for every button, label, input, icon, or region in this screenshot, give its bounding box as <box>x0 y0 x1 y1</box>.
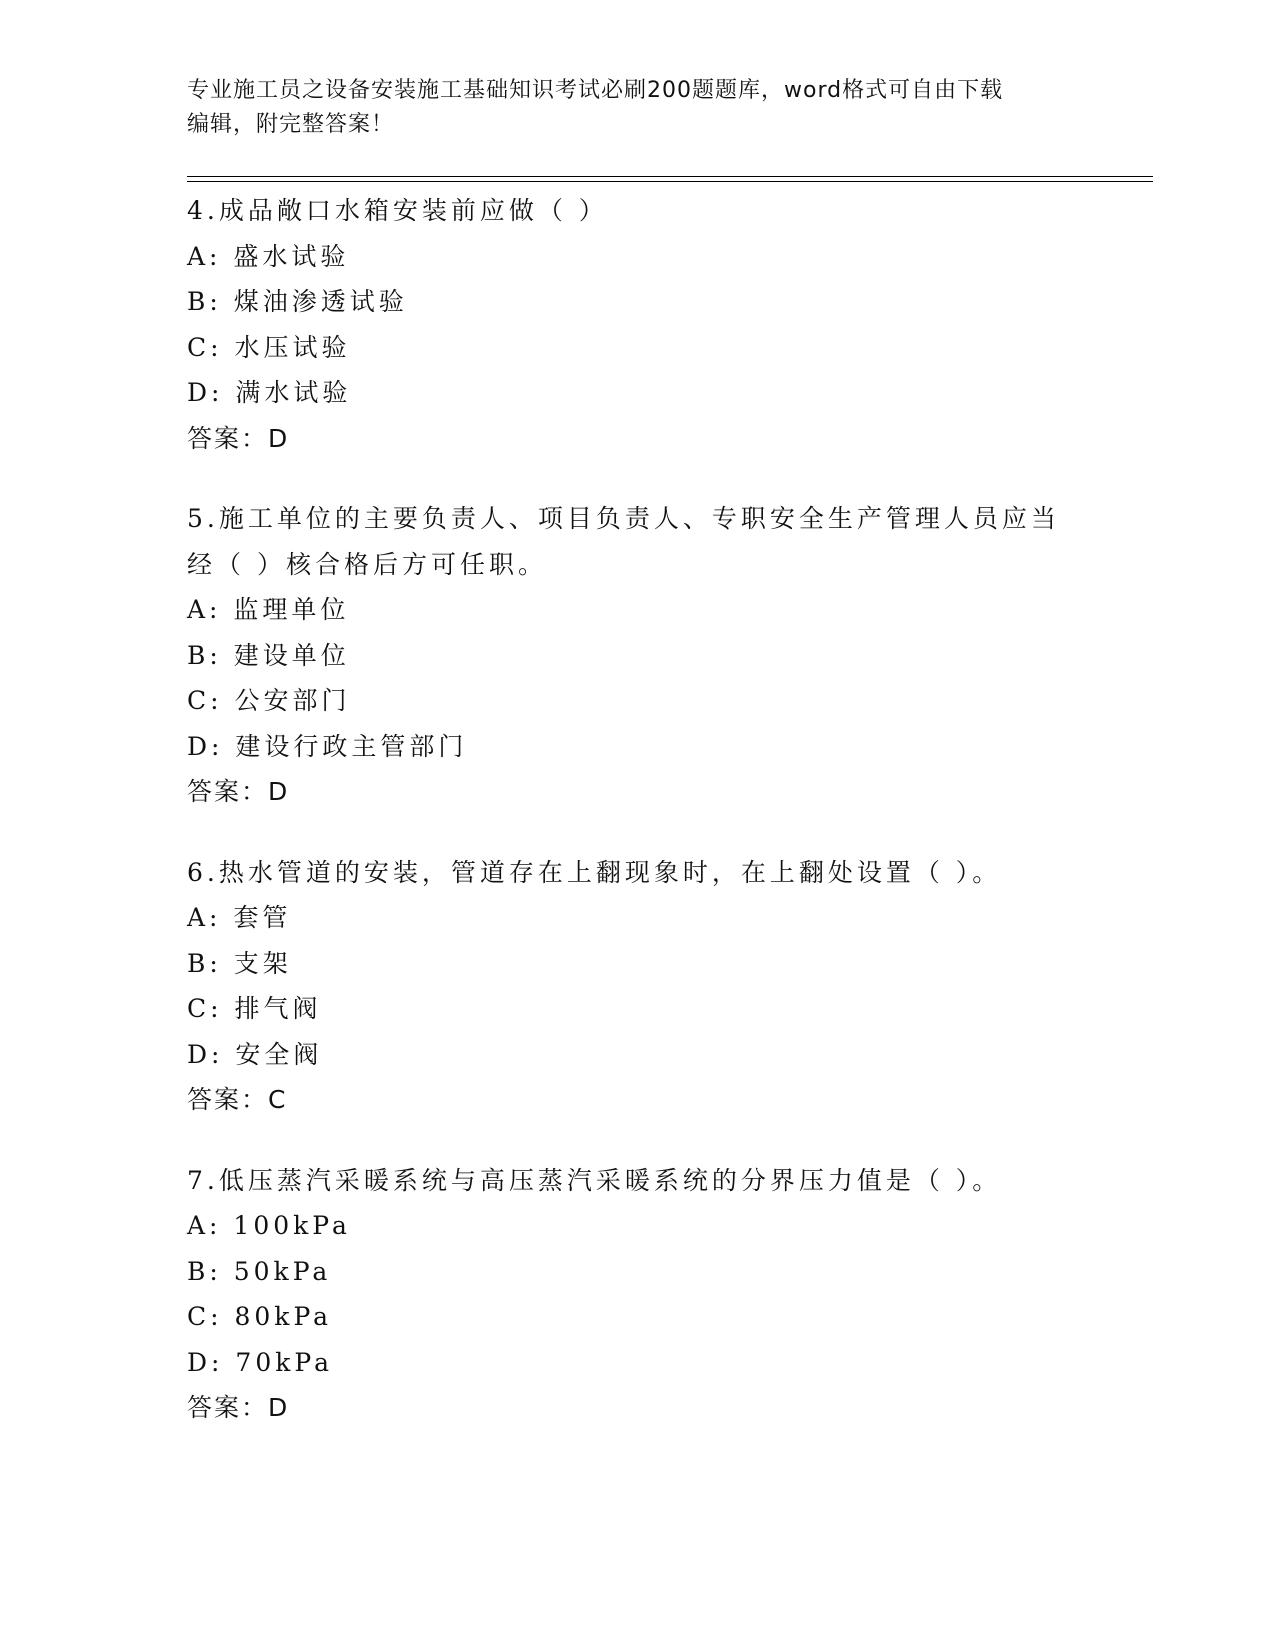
answer-label: 答案：D <box>187 423 290 453</box>
question-text-continued: 经（ ）核合格后方可任职。 <box>187 549 547 579</box>
question-text: 7.低压蒸汽采暖系统与高压蒸汽采暖系统的分界压力值是（ ）。 <box>187 1165 1002 1195</box>
question-text: 4.成品敞口水箱安装前应做（ ） <box>187 196 608 225</box>
option-b: B: 煤油渗透试验 <box>187 287 408 316</box>
answer-label: 答案：D <box>187 777 290 806</box>
question-text: 5.施工单位的主要负责人、项目负责人、专职安全生产管理人员应当 <box>187 504 1060 533</box>
question-text: 6.热水管道的安装，管道存在上翻现象时，在上翻处设置（ ）。 <box>187 857 1002 887</box>
option-c: C: 排气阀 <box>187 994 322 1023</box>
answer-label: 答案：D <box>187 1393 290 1422</box>
option-b: B: 支架 <box>187 948 292 978</box>
question-item <box>187 496 1147 815</box>
option-a: A: 套管 <box>187 903 292 932</box>
option-d: D: 满水试验 <box>187 378 352 407</box>
document-header <box>187 74 1087 142</box>
option-c: C: 公安部门 <box>187 686 351 715</box>
option-c: C: 水压试验 <box>187 332 351 362</box>
option-d: D: 70kPa <box>187 1347 333 1377</box>
header-divider-bottom <box>187 181 1153 182</box>
option-d: D: 安全阀 <box>187 1039 323 1069</box>
option-c: C: 80kPa <box>187 1302 333 1331</box>
header-line-1: 专业施工员之设备安装施工基础知识考试必刷200题题库，word格式可自由下载 <box>187 78 1004 103</box>
option-d: D: 建设行政主管部门 <box>187 731 468 761</box>
question-item <box>187 188 1147 461</box>
option-a: A: 监理单位 <box>187 595 350 624</box>
option-b: B: 建设单位 <box>187 640 350 670</box>
question-item <box>187 850 1147 1123</box>
option-a: A: 盛水试验 <box>187 241 350 271</box>
option-b: B: 50kPa <box>187 1256 332 1286</box>
question-list <box>187 188 1147 1466</box>
option-a: A: 100kPa <box>187 1211 351 1240</box>
header-divider-top <box>187 176 1153 177</box>
answer-label: 答案：C <box>187 1085 288 1114</box>
header-line-2: 编辑，附完整答案！ <box>187 112 395 137</box>
question-item <box>187 1158 1147 1431</box>
